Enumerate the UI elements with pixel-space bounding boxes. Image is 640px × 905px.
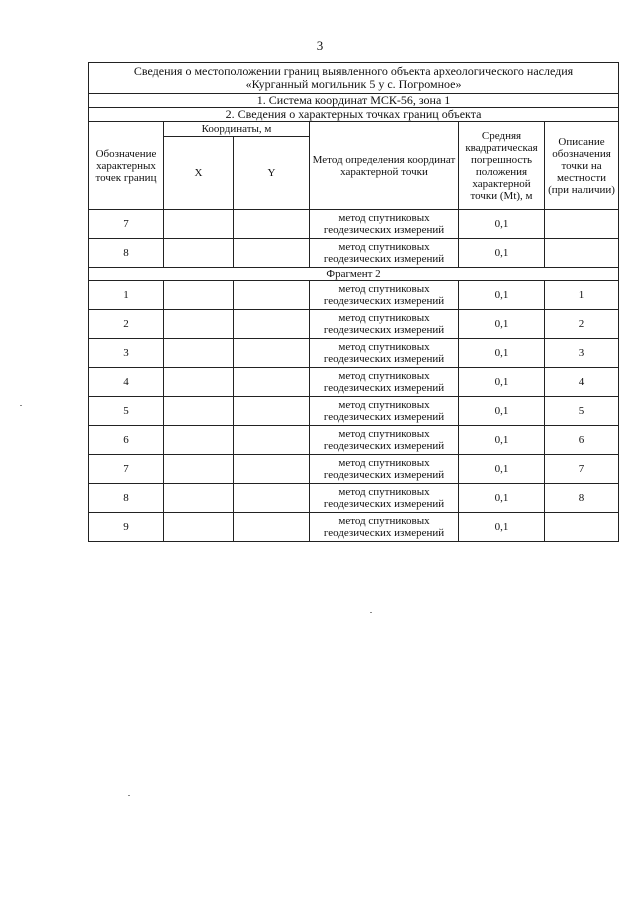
description-cell: 2 (545, 310, 619, 339)
point-cell: 3 (89, 339, 164, 368)
method-cell: метод спутниковых геодезических измерений (310, 397, 459, 426)
table-row (89, 310, 619, 339)
scan-speck (370, 612, 372, 613)
column-y: Y (234, 137, 310, 210)
title-line-2: «Курганный могильник 5 у с. Погромное» (245, 77, 462, 91)
method-cell: метод спутниковых геодезических измерений (310, 426, 459, 455)
point-cell: 4 (89, 368, 164, 397)
points-section-heading: 2. Сведения о характерных точках границ объекта (89, 108, 619, 122)
accuracy-cell: 0,1 (459, 281, 545, 310)
scan-speck (128, 795, 130, 796)
accuracy-cell: 0,1 (459, 426, 545, 455)
point-cell: 1 (89, 281, 164, 310)
accuracy-cell: 0,1 (459, 310, 545, 339)
description-cell: 6 (545, 426, 619, 455)
column-accuracy: Средняя квадратическая погрешность положения характерной точки (Mt), м (459, 122, 545, 210)
y-cell (234, 339, 310, 368)
y-cell (234, 455, 310, 484)
x-cell (164, 397, 234, 426)
page-number: 3 (316, 38, 324, 53)
point-cell: 9 (89, 513, 164, 542)
point-cell: 5 (89, 397, 164, 426)
method-cell: метод спутниковых геодезических измерений (310, 239, 459, 268)
accuracy-cell: 0,1 (459, 239, 545, 268)
table-row (89, 368, 619, 397)
description-cell: 7 (545, 455, 619, 484)
title-line-1: Сведения о местоположении границ выявленного объекта археологического наследия (133, 63, 574, 78)
x-cell (164, 368, 234, 397)
method-cell: метод спутниковых геодезических измерений (310, 368, 459, 397)
x-cell (164, 339, 234, 368)
table-row (89, 426, 619, 455)
table-title (89, 63, 619, 94)
x-cell (164, 484, 234, 513)
accuracy-cell: 0,1 (459, 339, 545, 368)
boundary-points-table (88, 62, 619, 542)
table-row (89, 397, 619, 426)
y-cell (234, 210, 310, 239)
table-row (89, 210, 619, 239)
x-cell (164, 281, 234, 310)
method-cell: метод спутниковых геодезических измерений (310, 210, 459, 239)
fragment-2-heading: Фрагмент 2 (89, 268, 619, 281)
method-cell: метод спутниковых геодезических измерений (310, 455, 459, 484)
column-x: X (164, 137, 234, 210)
table-row (89, 239, 619, 268)
x-cell (164, 455, 234, 484)
table-row (89, 484, 619, 513)
x-cell (164, 426, 234, 455)
method-cell: метод спутниковых геодезических измерений (310, 513, 459, 542)
accuracy-cell: 0,1 (459, 513, 545, 542)
method-cell: метод спутниковых геодезических измерений (310, 484, 459, 513)
x-cell (164, 310, 234, 339)
accuracy-cell: 0,1 (459, 455, 545, 484)
y-cell (234, 397, 310, 426)
point-cell: 6 (89, 426, 164, 455)
y-cell (234, 513, 310, 542)
y-cell (234, 310, 310, 339)
column-description: Описание обозначения точки на местности (при наличии) (545, 122, 619, 210)
accuracy-cell: 0,1 (459, 368, 545, 397)
y-cell (234, 281, 310, 310)
table-row (89, 455, 619, 484)
y-cell (234, 426, 310, 455)
description-cell: 1 (545, 281, 619, 310)
description-cell: 4 (545, 368, 619, 397)
x-cell (164, 513, 234, 542)
table-row (89, 281, 619, 310)
column-method: Метод определения координат характерной точки (310, 122, 459, 210)
method-cell: метод спутниковых геодезических измерений (310, 310, 459, 339)
column-designation: Обозначение характерных точек границ (89, 122, 164, 210)
column-coordinates: Координаты, м (164, 122, 310, 137)
description-cell (545, 210, 619, 239)
point-cell: 7 (89, 455, 164, 484)
description-cell (545, 239, 619, 268)
table-row (89, 339, 619, 368)
x-cell (164, 210, 234, 239)
point-cell: 8 (89, 484, 164, 513)
y-cell (234, 368, 310, 397)
table-row (89, 513, 619, 542)
y-cell (234, 239, 310, 268)
coordinate-system: 1. Система координат МСК-56, зона 1 (89, 94, 619, 108)
point-cell: 2 (89, 310, 164, 339)
description-cell: 8 (545, 484, 619, 513)
method-cell: метод спутниковых геодезических измерений (310, 339, 459, 368)
scan-speck (20, 405, 22, 406)
accuracy-cell: 0,1 (459, 484, 545, 513)
point-cell: 7 (89, 210, 164, 239)
accuracy-cell: 0,1 (459, 397, 545, 426)
x-cell (164, 239, 234, 268)
description-cell: 5 (545, 397, 619, 426)
y-cell (234, 484, 310, 513)
method-cell: метод спутниковых геодезических измерений (310, 281, 459, 310)
point-cell: 8 (89, 239, 164, 268)
description-cell: 3 (545, 339, 619, 368)
description-cell (545, 513, 619, 542)
accuracy-cell: 0,1 (459, 210, 545, 239)
